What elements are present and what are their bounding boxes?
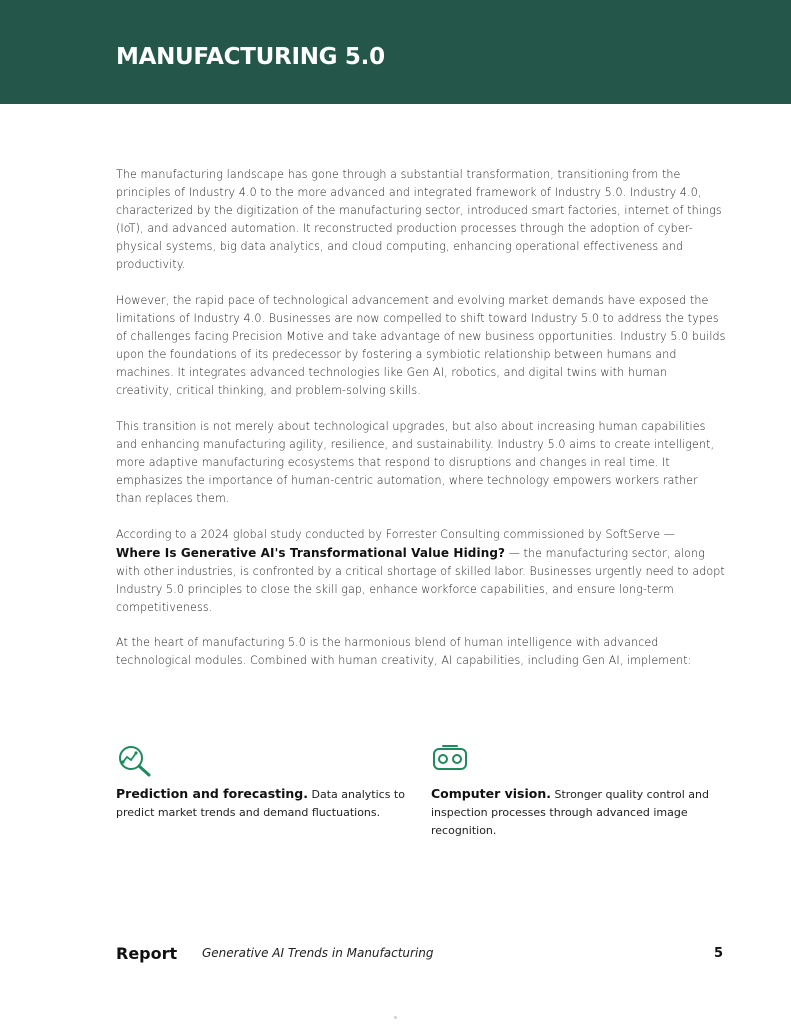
paragraph-3: This transition is not merely about technological upgrades, but also about increasing human capabilities and enhancing manufacturing agility, resilience, and sustainability. Industry 5.0 aims to create intelligent, more adaptive manufacturing ecosystems that respond to disruptions and changes in real time. It emphasizes the importance of human-centric automation, where technology empowers workers rather than replaces them. <box>116 420 715 505</box>
page-dot <box>394 1016 397 1019</box>
paragraph-1: The manufacturing landscape has gone through a substantial transformation, transitioning from the principles of Industry 4.0 to the more advanced and integrated framework of Industry 5.0. Industry 4.0, characterized by the digitization of the manufacturing sector, introduced smart factories, internet of things (IoT), and advanced automation. It reconstructed production processes through the adoption of cyber-physical systems, big data analytics, and cloud computing, enhancing operational effectiveness and productivity. <box>116 168 722 271</box>
page-title: MANUFACTURING 5.0 <box>116 44 385 70</box>
study-title-link[interactable]: Where Is Generative AI's Transformational Value Hiding? <box>116 546 506 560</box>
paragraph-5: At the heart of manufacturing 5.0 is the harmonious blend of human intelligence with advanced technological modules. Combined with human creativity, AI capabilities, including Gen AI, implement: <box>116 636 692 667</box>
analytics-magnifier-icon <box>116 744 154 778</box>
paragraph-2: However, the rapid pace of technological advancement and evolving market demands have exposed the limitations of Industry 4.0. Businesses are now compelled to shift toward Industry 5.0 to address the types of challenges facing Precision Motive and take advantage of new business opportunities. Industry 5.0 builds upon the foundations of its predecessor by fostering a symbiotic relationship between humans and machines. It integrates advanced technologies like Gen AI, robotics, and digital twins with human creativity, critical thinking, and problem-solving skills. <box>116 294 726 397</box>
paragraph-4-lead: According to a 2024 global study conducted by Forrester Consulting commissioned by SoftServe — <box>116 528 675 541</box>
footer-report-title: Generative AI Trends in Manufacturing <box>202 946 434 960</box>
page-number: 5 <box>714 946 724 961</box>
vr-headset-icon <box>431 744 469 778</box>
footer-report-label: Report <box>116 944 178 963</box>
feature-vision-text: Stronger quality control and inspection processes through advanced image recognition. <box>431 788 709 837</box>
feature-vision-title: Computer vision. <box>431 786 551 801</box>
feature-prediction <box>116 785 416 822</box>
page-header <box>0 0 791 104</box>
feature-computer-vision <box>431 785 727 840</box>
paragraph-4-rest: — the manufacturing sector, along with other industries, is confronted by a critical shortage of skilled labor. Businesses urgently need to adopt Industry 5.0 principles to close the skill gap, enhance workforce capabilities, and ensure long-term competitiveness. <box>116 547 725 614</box>
feature-prediction-text: Data analytics to predict market trends and demand fluctuations. <box>116 788 405 819</box>
paragraph-4 <box>116 526 726 617</box>
feature-prediction-title: Prediction and forecasting. <box>116 786 308 801</box>
